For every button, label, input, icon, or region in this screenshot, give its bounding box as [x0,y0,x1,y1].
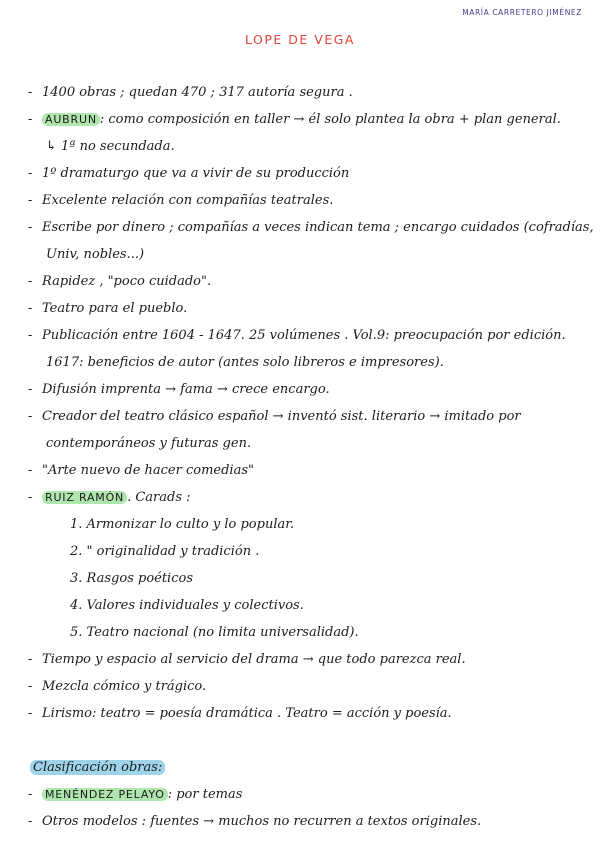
note-text: 1400 obras ; quedan 470 ; 317 autoría segura . [42,85,353,100]
note-text: 4. Valores individuales y colectivos. [70,598,304,613]
note-text: . Carads : [127,490,191,505]
page-title: LOPE DE VEGA [245,32,355,47]
note-continuation [28,430,600,457]
note-line: - Mezcla cómico y trágico. [28,679,207,694]
note-text: Otros modelos : fuentes → muchos no recurren a textos originales. [42,814,482,829]
note-line: - Rapidez , "poco cuidado". [28,274,212,289]
note-text: Difusión imprenta → fama → crece encargo. [42,382,330,397]
note-text: Teatro para el pueblo. [42,301,188,316]
note-line: - MENÉNDEZ PELAYO : por temas [28,787,243,802]
note-text: Lirismo: teatro = poesía dramática . Teatro = acción y poesía. [42,706,452,721]
note-text: Excelente relación con compañías teatrales. [42,193,334,208]
note-text: Mezcla cómico y trágico. [42,679,207,694]
highlight-ruiz-ramon: RUIZ RAMÓN [42,491,127,504]
note-line: - Creador del teatro clásico español → inventó sist. literario → imitado por [28,409,521,424]
highlight-clasificacion: Clasificación obras: [30,760,165,775]
note-line: - Otros modelos : fuentes → muchos no recurren a textos originales. [28,814,482,829]
list-item [28,592,600,619]
note-line: - Escribe por dinero ; compañías a veces indican tema ; encargo cuidados (cofradías, [28,220,594,235]
note-continuation [28,241,600,268]
highlight-menendez-pelayo: MENÉNDEZ PELAYO [42,788,168,801]
note-line: - Lirismo: teatro = poesía dramática . Teatro = acción y poesía. [28,706,452,721]
note-line: - Tiempo y espacio al servicio del drama → que todo parezca real. [28,652,466,667]
note-line: - 1400 obras ; quedan 470 ; 317 autoría segura . [28,85,353,100]
author-name: MARÍA CARRETERO JIMÉNEZ [462,8,582,17]
list-item [28,538,600,565]
note-text: : por temas [167,787,243,802]
note-line: - AUBRUN : como composición en taller → él solo plantea la obra + plan general. [28,112,561,127]
note-line: - RUIZ RAMÓN . Carads : [28,490,191,505]
note-text: Creador del teatro clásico español → inventó sist. literario → imitado por [42,409,521,424]
highlight-aubrun: AUBRUN [42,113,100,126]
note-text: Publicación entre 1604 - 1647. 25 volúmenes . Vol.9: preocupación por edición. [42,328,566,343]
note-line: - Teatro para el pueblo. [28,301,188,316]
note-text: Rapidez , "poco cuidado". [42,274,212,289]
list-item [28,565,600,592]
note-text: 2. " originalidad y tradición . [70,544,260,559]
note-line: - Difusión imprenta → fama → crece encargo. [28,382,330,397]
note-text: Escribe por dinero ; compañías a veces indican tema ; encargo cuidados (cofradías, [42,220,594,235]
note-text: 1. Armonizar lo culto y lo popular. [70,517,295,532]
note-line: - 1º dramaturgo que va a vivir de su producción [28,166,350,181]
note-text: 1º dramaturgo que va a vivir de su producción [42,166,350,181]
note-text: 3. Rasgos poéticos [70,571,193,586]
list-item [28,511,600,538]
note-text: : como composición en taller → él solo plantea la obra + plan general. [99,112,561,127]
note-continuation [28,349,600,376]
list-item [28,619,600,646]
note-text: 1617: beneficios de autor (antes solo libreros e impresores). [46,355,444,370]
note-text: contemporáneos y futuras gen. [46,436,252,451]
note-text: ↳ 1ª no secundada. [46,139,175,154]
note-text: Tiempo y espacio al servicio del drama → que todo parezca real. [42,652,466,667]
note-line: - "Arte nuevo de hacer comedias" [28,463,254,478]
section-heading [30,754,590,781]
note-line: - Excelente relación con compañías teatrales. [28,193,334,208]
note-line: - Publicación entre 1604 - 1647. 25 volúmenes . Vol.9: preocupación por edición. [28,328,566,343]
note-text: "Arte nuevo de hacer comedias" [42,463,254,478]
note-text: 5. Teatro nacional (no limita universalidad). [70,625,359,640]
note-text: Univ, nobles...) [46,247,145,262]
note-subline [28,133,600,160]
